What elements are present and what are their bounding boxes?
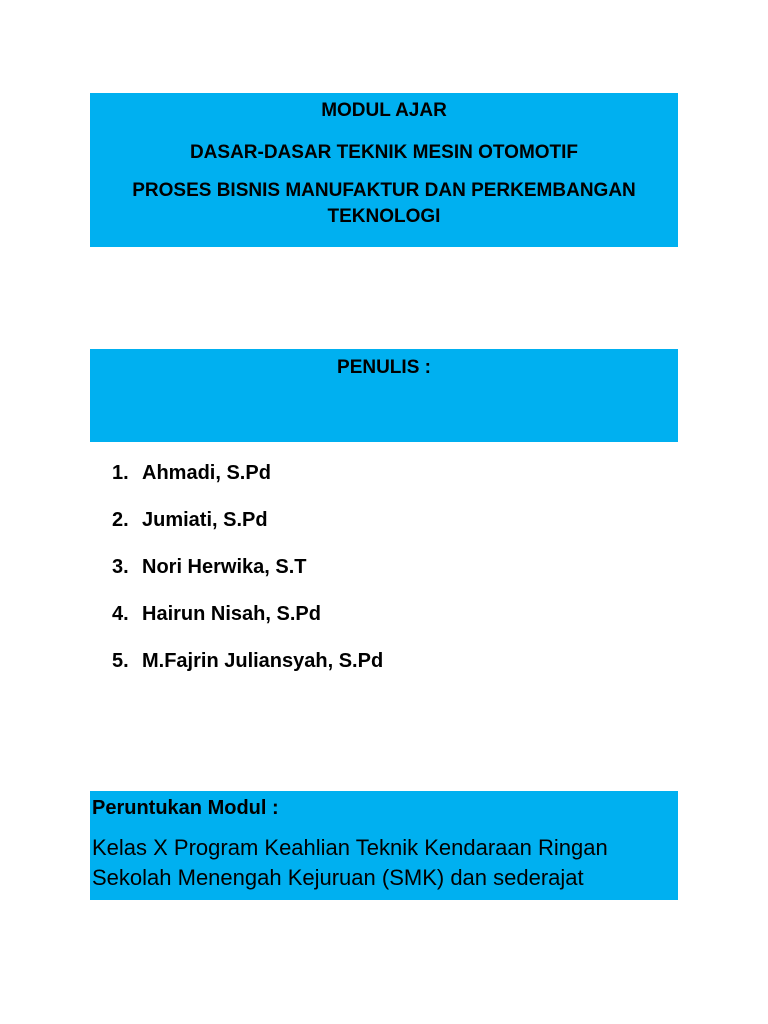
topic-title: PROSES BISNIS MANUFAKTUR DAN PERKEMBANGAN TEKNOLOGI [132, 180, 636, 227]
purpose-box [90, 791, 678, 900]
list-number: 5. [112, 650, 129, 672]
purpose-line-2: Sekolah Menengah Kejuruan (SMK) dan sederajat [92, 865, 584, 890]
list-number: 2. [112, 509, 129, 531]
author-list [112, 459, 383, 694]
author-name: M.Fajrin Juliansyah, S.Pd [142, 650, 384, 672]
purpose-label: Peruntukan Modul : [92, 797, 279, 819]
list-item [112, 600, 383, 628]
list-number: 1. [112, 462, 129, 484]
writer-label: PENULIS : [337, 357, 431, 378]
subject-title: DASAR-DASAR TEKNIK MESIN OTOMOTIF [189, 142, 579, 163]
list-number: 3. [112, 556, 129, 578]
author-name: Jumiati, S.Pd [142, 509, 268, 531]
writer-box [90, 349, 678, 442]
author-name: Nori Herwika, S.T [142, 556, 307, 578]
list-item [112, 647, 383, 675]
purpose-line-1: Kelas X Program Keahlian Teknik Kendaraan Ringan [92, 835, 608, 860]
list-number: 4. [112, 603, 129, 625]
author-name: Hairun Nisah, S.Pd [142, 603, 321, 625]
module-heading: MODUL AJAR [321, 100, 447, 121]
list-item [112, 553, 383, 581]
title-box [90, 93, 678, 247]
list-item [112, 506, 383, 534]
author-name: Ahmadi, S.Pd [142, 462, 271, 484]
list-item [112, 459, 383, 487]
